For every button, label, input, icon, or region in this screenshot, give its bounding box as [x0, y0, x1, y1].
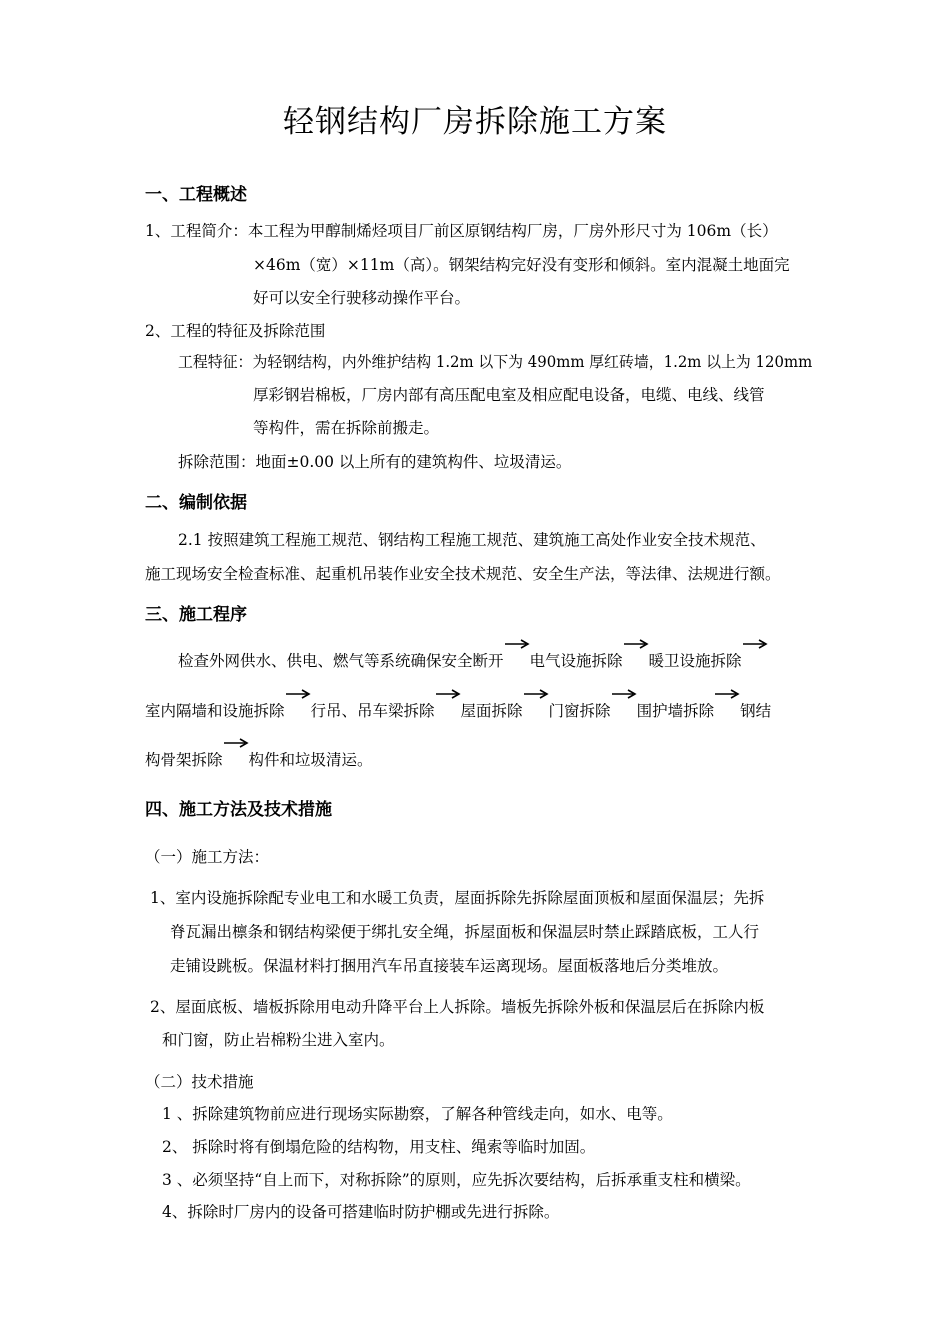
arrow-right-icon — [435, 700, 461, 722]
features-line: 厚彩钢岩棉板，厂房内部有高压配电室及相应配电设备，电缆、电线、线管 — [253, 386, 765, 404]
section-heading-procedure: 三、施工程序 — [145, 605, 247, 625]
section-heading-methods: 四、施工方法及技术措施 — [145, 800, 332, 820]
method-1-line: 脊瓦漏出檩条和钢结构梁便于绑扎安全绳，拆屋面板和保温层时禁止踩踏底板，工人行 — [170, 923, 760, 941]
features-line: 等构件，需在拆除前搬走。 — [253, 419, 440, 437]
method-2-line: 2、屋面底板、墙板拆除用电动升降平台上人拆除。墙板先拆除外板和保温层后在拆除内板 — [150, 998, 765, 1016]
procedure-flow-line-3 — [145, 749, 373, 771]
arrow-right-icon — [623, 650, 649, 672]
procedure-step: 围护墙拆除 — [636, 702, 715, 720]
procedure-step: 构件和垃圾清运。 — [248, 751, 373, 769]
procedure-step: 检查外网供水、供电、燃气等系统确保安全断开 — [178, 652, 504, 670]
procedure-step: 室内隔墙和设施拆除 — [145, 702, 285, 720]
method-2-line: 和门窗，防止岩棉粉尘进入室内。 — [162, 1031, 395, 1049]
scope-line: 拆除范围：地面±0.00 以上所有的建筑构件、垃圾清运。 — [178, 453, 572, 471]
arrow-right-icon — [523, 700, 549, 722]
overview-intro-line: 好可以安全行驶移动操作平台。 — [253, 289, 471, 307]
procedure-step: 构骨架拆除 — [145, 751, 223, 769]
technical-measure-item: 3 、必须坚持“自上而下，对称拆除”的原则，应先拆次要结构，后拆承重支柱和横梁。 — [162, 1171, 751, 1189]
overview-intro-line: ×46m（宽）×11m（高）。钢架结构完好没有变形和倾斜。室内混凝土地面完 — [253, 256, 790, 274]
overview-item-2: 2、工程的特征及拆除范围 — [145, 322, 326, 340]
procedure-step: 暖卫设施拆除 — [648, 652, 742, 670]
technical-measure-item: 4、拆除时厂房内的设备可搭建临时防护棚或先进行拆除。 — [162, 1203, 560, 1221]
basis-line: 2.1 按照建筑工程施工规范、钢结构工程施工规范、建筑施工高处作业安全技术规范、 — [178, 531, 766, 549]
arrow-right-icon — [223, 749, 249, 771]
procedure-step: 屋面拆除 — [460, 702, 523, 720]
basis-line: 施工现场安全检查标准、起重机吊装作业安全技术规范、安全生产法，等法律、法规进行额。 — [145, 565, 781, 583]
overview-intro-line: 1、工程简介：本工程为甲醇制烯烃项目厂前区原钢结构厂房，厂房外形尺寸为 106m（长） — [145, 222, 778, 240]
procedure-flow-line-1 — [178, 650, 768, 672]
document-title: 轻钢结构厂房拆除施工方案 — [283, 104, 667, 140]
procedure-step: 门窗拆除 — [548, 702, 611, 720]
section-heading-overview: 一、工程概述 — [145, 185, 247, 205]
section-heading-basis: 二、编制依据 — [145, 493, 247, 513]
procedure-step: 钢结 — [740, 702, 772, 720]
technical-measure-item: 2、 拆除时将有倒塌危险的结构物，用支柱、绳索等临时加固。 — [162, 1138, 596, 1156]
method-1-line: 1、室内设施拆除配专业电工和水暖工负责，屋面拆除先拆除屋面顶板和屋面保温层；先拆 — [150, 889, 765, 907]
subheading-methods: （一）施工方法： — [145, 848, 270, 866]
arrow-right-icon — [742, 650, 768, 672]
procedure-flow-line-2 — [145, 700, 771, 722]
subheading-technical-measures: （二）技术措施 — [145, 1073, 254, 1091]
arrow-right-icon — [504, 650, 530, 672]
arrow-right-icon — [285, 700, 311, 722]
arrow-right-icon — [714, 700, 740, 722]
method-1-line: 走铺设跳板。保温材料打捆用汽车吊直接装车运离现场。屋面板落地后分类堆放。 — [170, 957, 729, 975]
arrow-right-icon — [611, 700, 637, 722]
procedure-step: 行吊、吊车梁拆除 — [310, 702, 435, 720]
technical-measure-item: 1 、拆除建筑物前应进行现场实际勘察，了解各种管线走向，如水、电等。 — [162, 1105, 673, 1123]
procedure-step: 电气设施拆除 — [529, 652, 623, 670]
features-line: 工程特征：为轻钢结构，内外维护结构 1.2m 以下为 490mm 厚红砖墙，1.2m 以上为 120mm — [178, 353, 813, 371]
